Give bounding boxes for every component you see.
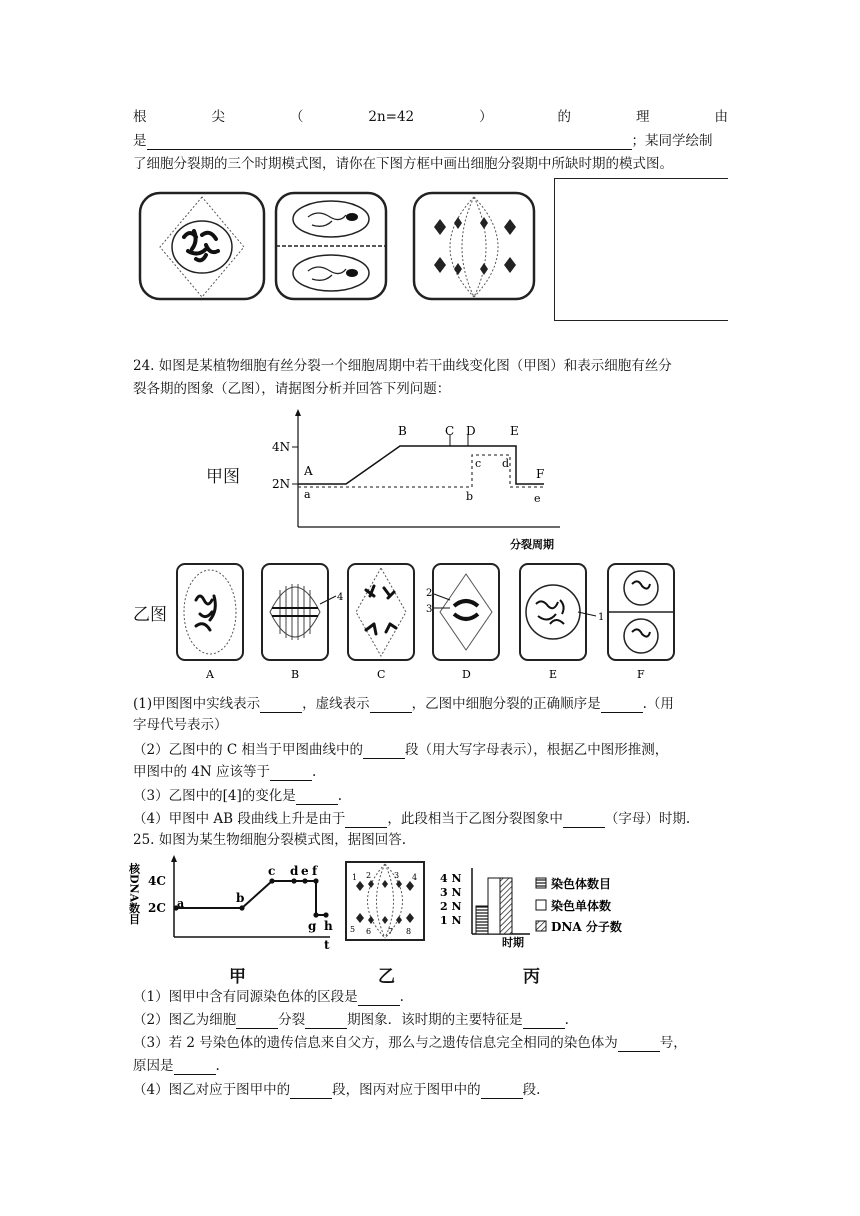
drawing-answer-box[interactable] [554,178,728,321]
chromosome-number: 7 [388,927,394,936]
bing-y-tick: 2 N [440,900,462,913]
chromosome-number: 2 [366,871,372,880]
answer-blank[interactable] [370,698,412,713]
q25-question-3: （3）若 2 号染色体的遗传信息来自父方，那么与之遗传信息完全相同的染色体为 号， [133,1035,687,1051]
q25-yi-cell [344,860,426,942]
q24-question-2-cont: 甲图中的 4N 应该等于 . [133,764,317,780]
jia-y-tick: 2C [148,901,166,915]
answer-blank[interactable] [296,790,338,805]
q23-word: （ [289,109,304,125]
bing-y-tick: 1 N [440,914,462,927]
q23-word: 理 [636,109,650,125]
point-label: D [466,424,476,438]
q23-row1 [133,108,728,126]
q24-question-4: （4）甲图中 AB 段曲线上升是由于 ，此段相当于乙图分裂图象中 （字母）时期. [133,811,691,827]
answer-blank[interactable] [174,1060,216,1075]
q24-question-1: (1)甲图图中实线表示 ，虚线表示 ，乙图中细胞分裂的正确顺序是 .（用 [133,696,674,712]
chromosome-number: 5 [350,925,356,934]
q24-intro-1: 24. 如图是某植物细胞有丝分裂一个细胞周期中若干曲线变化图（甲图）和表示细胞有丝分 [133,358,672,374]
point-label: e [301,864,309,878]
bar-chromatid [488,878,500,934]
caption-bing: 丙 [523,967,540,987]
point-label: d [502,457,510,470]
point-label: c [268,864,276,878]
panel-letter: A [206,668,214,681]
legend-label: DNA 分子数 [551,920,622,934]
point-label: f [312,864,318,878]
jia-figure-label: 甲图 [206,467,240,487]
answer-blank[interactable] [358,991,400,1006]
legend-label: 染色体数目 [551,877,612,891]
jia-x-label: t [324,938,330,952]
q25-intro: 25. 如图为某生物细胞分裂模式图，据图回答. [133,832,407,848]
point-label: B [398,424,407,438]
panel-letter: D [462,668,471,681]
q23-cell-figures [136,187,536,307]
jia-x-label: 分裂周期 [510,538,554,551]
caption-jia: 甲 [229,967,246,987]
q23-word: 根 [133,109,147,125]
q23-row2-suffix: ；某同学绘制 [631,133,713,149]
answer-blank[interactable] [345,813,387,828]
bing-y-tick: 4 N [440,872,462,885]
q23-row2 [133,132,728,150]
chromosome-number: 6 [366,927,372,936]
jia-y-tick: 4C [148,874,166,888]
answer-blank[interactable] [305,1014,347,1029]
q25-question-4: （4）图乙对应于图甲中的 段，图丙对应于图甲中的 段. [133,1082,541,1098]
answer-blank[interactable] [363,744,405,759]
bar-chromosome [476,906,488,934]
caption-yi: 乙 [378,967,395,987]
q23-word: ） [479,109,493,125]
q23-word: 2n=42 [368,109,415,125]
jia-y-axis-title: 核DNA数目 [127,863,141,925]
chromosome-number: 4 [412,873,418,882]
jia-y-tick: 4N [272,440,291,454]
q25-question-1: （1）图甲中含有同源染色体的区段是 . [133,989,404,1005]
point-label: g [308,919,317,933]
q25-bing-chart [438,858,658,950]
answer-blank[interactable] [601,698,643,713]
chromosome-number: 8 [406,927,412,936]
q24-question-3: （3）乙图中的[4]的变化是 . [133,788,343,804]
point-label: A [304,464,313,478]
answer-blank[interactable] [523,1014,565,1029]
jia-y-tick: 2N [272,477,291,491]
legend-swatch-dna [536,921,546,931]
q24-intro-2: 裂各期的图象（乙图），请据图分析并回答下列问题： [133,381,451,397]
answer-blank[interactable] [236,1014,278,1029]
structure-number: 1 [598,612,605,623]
bing-x-label: 时期 [502,936,524,949]
q25-question-3-cont: 原因是 . [133,1058,220,1074]
answer-blank[interactable] [618,1037,660,1052]
structure-number: 3 [426,604,433,615]
answer-blank[interactable] [270,766,312,781]
panel-letter: F [637,668,645,681]
q23-word: 的 [557,109,572,125]
answer-blank[interactable] [481,1084,523,1099]
answer-blank[interactable] [290,1084,332,1099]
point-label: b [236,891,245,905]
bar-dna [500,878,512,934]
q24-jia-chart [268,405,578,555]
q23-row2-prefix: 是 [133,133,147,149]
q25-question-2: （2）图乙为细胞 分裂 期图象．该时期的主要特征是 . [133,1012,569,1028]
bing-y-tick: 3 N [440,886,462,899]
legend-swatch-chromosome [536,878,546,888]
yi-figure-label: 乙图 [133,605,167,625]
point-label: a [177,897,185,910]
legend-label: 染色单体数 [551,899,612,913]
q24-question-1-cont: 字母代号表示） [133,717,228,733]
q24-yi-panels [170,560,690,682]
chromosome-number: 3 [394,871,400,880]
q25-jia-chart [127,853,340,953]
q23-row3: 了细胞分裂期的三个时期模式图，请你在下图方框中画出细胞分裂期中所缺时期的模式图。 [133,156,673,172]
point-label: C [445,424,455,438]
chromosome-number: 1 [352,873,358,882]
point-label: d [290,864,299,878]
q24-question-2: （2）乙图中的 C 相当于甲图曲线中的 段（用大写字母表示），根据乙中图形推测， [133,742,669,758]
point-label: c [475,457,482,470]
panel-letter: E [549,668,558,681]
answer-blank[interactable] [563,813,605,828]
point-label: F [536,467,545,481]
q23-word: 由 [714,109,728,125]
legend-swatch-chromatid [536,900,546,910]
point-label: a [304,488,311,501]
point-label: E [510,424,519,438]
point-label: b [466,490,474,503]
answer-blank[interactable] [260,698,302,713]
q23-word: 尖 [211,109,225,125]
point-label: h [324,919,333,933]
answer-blank[interactable] [147,135,632,150]
structure-number: 2 [426,588,433,599]
point-label: e [534,492,541,505]
structure-number: 4 [337,592,344,603]
panel-letter: C [377,668,386,681]
panel-letter: B [291,668,300,681]
